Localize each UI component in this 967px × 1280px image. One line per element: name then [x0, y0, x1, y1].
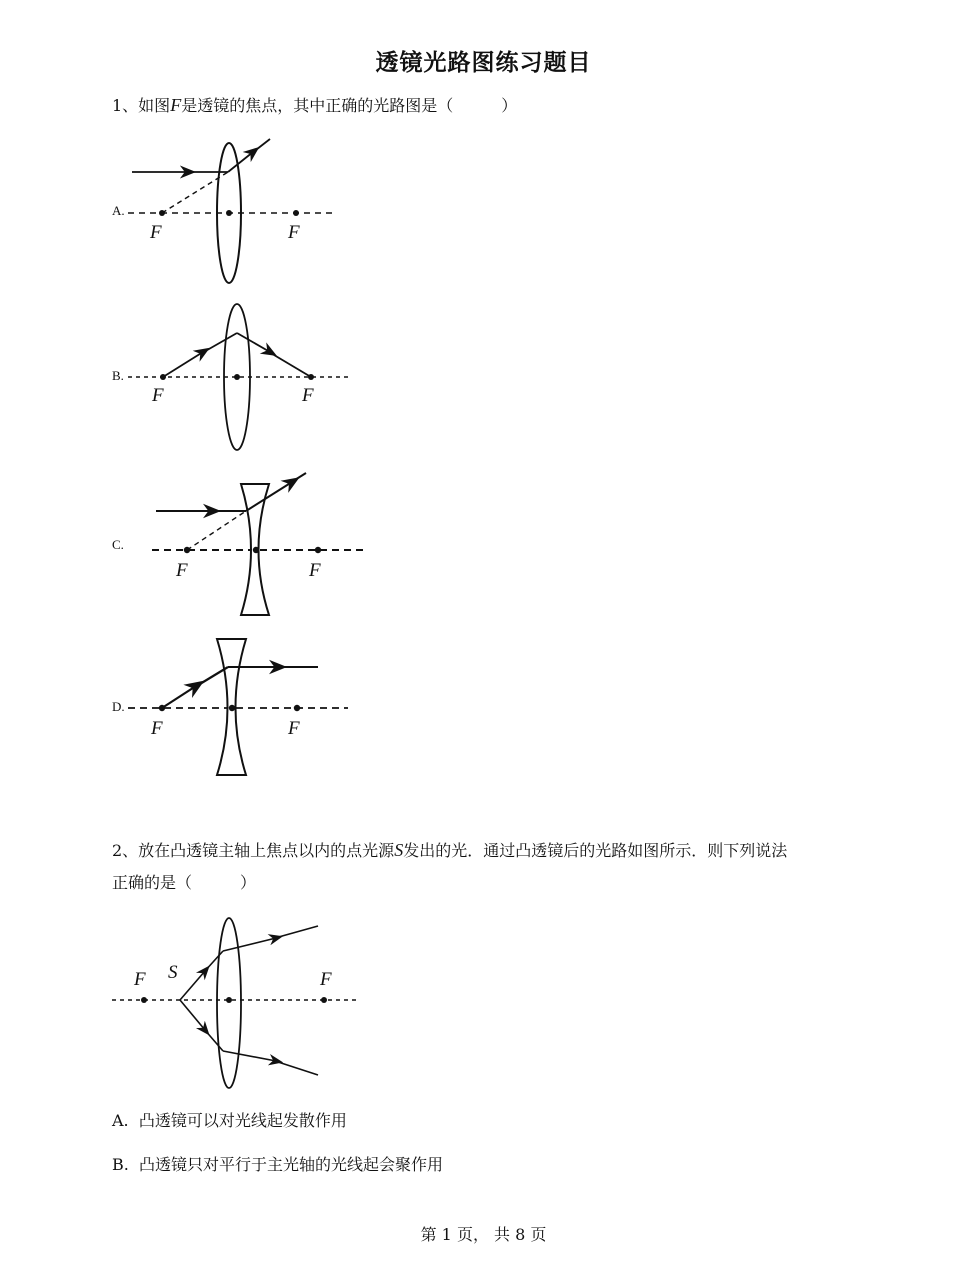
focus-label-right: F [309, 560, 321, 581]
question-1-prefix: 1、如图 [112, 96, 171, 115]
focus-label-right: F [288, 222, 300, 243]
question-2-stem-line2: 正确的是（ ） [112, 873, 257, 892]
question-1-suffix: 是透镜的焦点，其中正确的光路图是（ ） [181, 96, 518, 115]
source-ray-upper [180, 971, 205, 1000]
focus-label-right: F [320, 969, 332, 990]
answer-option-b[interactable] [112, 1152, 443, 1175]
focus-label-left: F [176, 560, 188, 581]
refracted-ray-lower [223, 1051, 276, 1061]
answer-option-a-letter: A. [112, 1111, 129, 1130]
source-ray-lower [180, 1000, 205, 1030]
refracted-ray-upper [223, 938, 276, 951]
focus-label-left: F [134, 969, 146, 990]
page-footer: 第 1 页， 共 8 页 [420, 1225, 547, 1244]
focus-label-right: F [302, 385, 314, 406]
focus-dot-left [141, 997, 147, 1003]
question-2-symbol: S [394, 840, 404, 860]
focus-label-left: F [150, 222, 162, 243]
question-1-symbol: F [170, 95, 182, 115]
answer-option-b-letter: B. [112, 1155, 129, 1174]
focus-label-right: F [288, 718, 300, 739]
option-d-letter: D. [112, 699, 125, 714]
answer-option-a-text: 凸透镜可以对光线起发散作用 [138, 1111, 347, 1130]
question-2-suffix: 发出的光．通过凸透镜后的光路如图所示．则下列说法 [403, 841, 788, 860]
focus-label-left: F [151, 718, 163, 739]
option-c-letter: C. [112, 537, 124, 552]
option-b-letter: B. [112, 368, 124, 383]
question-2-prefix: 2、放在凸透镜主轴上焦点以内的点光源 [112, 841, 395, 860]
optical-center-dot [226, 997, 232, 1003]
source-label: S [168, 962, 178, 983]
answer-option-a[interactable] [112, 1108, 347, 1131]
page-title: 透镜光路图练习题目 [375, 50, 592, 76]
focus-label-left: F [152, 385, 164, 406]
focus-dot-right [321, 997, 327, 1003]
answer-option-b-text: 凸透镜只对平行于主光轴的光线起会聚作用 [139, 1155, 444, 1174]
option-a-letter: A. [112, 203, 125, 218]
